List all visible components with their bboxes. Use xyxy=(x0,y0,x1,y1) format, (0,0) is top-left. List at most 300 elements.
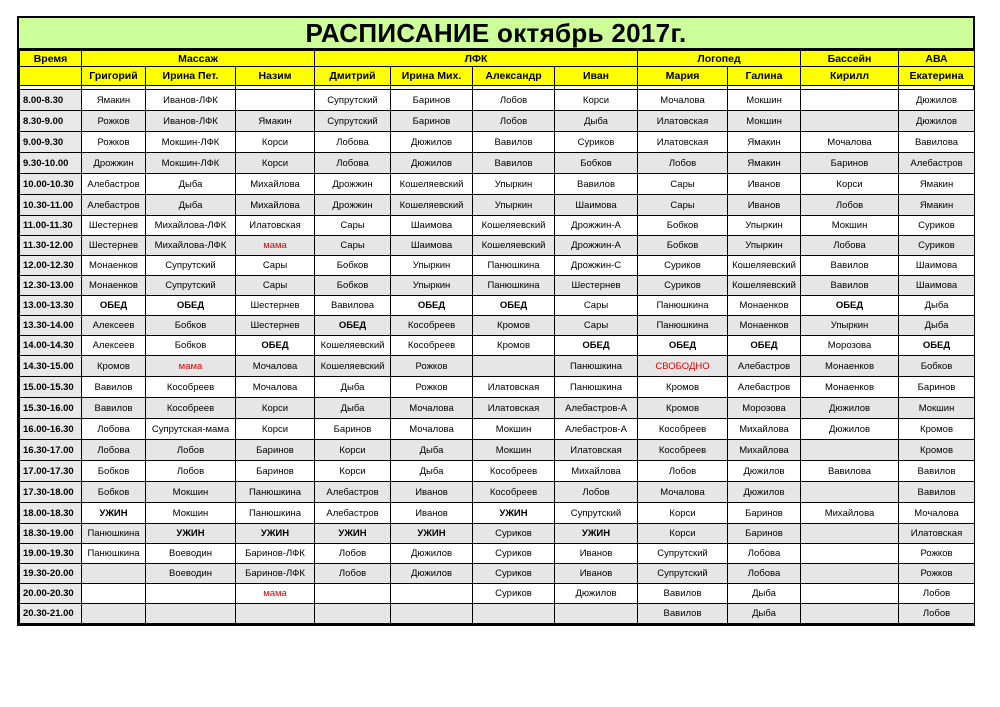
schedule-cell: Алексеев xyxy=(82,336,146,356)
schedule-cell: Кособреев xyxy=(473,482,555,503)
schedule-row xyxy=(20,336,975,356)
schedule-cell: Упыркин xyxy=(391,276,473,296)
schedule-cell: Супрутский xyxy=(146,276,236,296)
schedule-cell: Лобов xyxy=(473,90,555,111)
schedule-cell: Вавилова xyxy=(315,296,391,316)
schedule-cell: Корси xyxy=(315,440,391,461)
schedule-cell: Иванов-ЛФК xyxy=(146,90,236,111)
schedule-cell: Бобков xyxy=(315,276,391,296)
schedule-cell: Монаенков xyxy=(801,356,899,377)
specialist-header: Мария xyxy=(638,67,728,86)
schedule-cell: Лобов xyxy=(315,564,391,584)
schedule-cell: Ямакин xyxy=(899,174,975,195)
time-slot-cell: 8.00-8.30 xyxy=(20,90,82,111)
schedule-cell: Рожков xyxy=(82,111,146,132)
schedule-cell: Шестернев xyxy=(82,216,146,236)
specialist-header: Иван xyxy=(555,67,638,86)
schedule-cell: Илатовская xyxy=(555,440,638,461)
schedule-cell: Мокшин xyxy=(801,216,899,236)
schedule-cell: Алебастров xyxy=(728,377,801,398)
schedule-cell: Сары xyxy=(236,276,315,296)
schedule-cell: Кошеляевский xyxy=(391,174,473,195)
schedule-cell: Бобков xyxy=(146,316,236,336)
schedule-cell: Вавилов xyxy=(899,482,975,503)
schedule-cell: Бобков xyxy=(638,236,728,256)
schedule-cell: Шестернев xyxy=(236,316,315,336)
schedule-cell: Вавилов xyxy=(801,276,899,296)
schedule-cell: Сары xyxy=(555,316,638,336)
schedule-cell: Панюшкина xyxy=(236,482,315,503)
schedule-cell: Алебастров xyxy=(82,174,146,195)
specialist-header: Назим xyxy=(236,67,315,86)
schedule-cell: Супрутская-мама xyxy=(146,419,236,440)
schedule-cell: Иванов xyxy=(728,174,801,195)
schedule-cell: Кромов xyxy=(899,440,975,461)
schedule-cell: Иванов-ЛФК xyxy=(146,111,236,132)
schedule-cell: Бобков xyxy=(82,482,146,503)
time-slot-cell: 10.00-10.30 xyxy=(20,174,82,195)
schedule-cell: ОБЕД xyxy=(801,296,899,316)
schedule-cell: Кошеляевский xyxy=(315,336,391,356)
schedule-row xyxy=(20,111,975,132)
schedule-row xyxy=(20,132,975,153)
time-slot-cell: 17.30-18.00 xyxy=(20,482,82,503)
schedule-cell: Илатовская xyxy=(638,111,728,132)
schedule-cell xyxy=(801,544,899,564)
schedule-cell: мама xyxy=(236,236,315,256)
time-slot-cell: 18.00-18.30 xyxy=(20,503,82,524)
schedule-cell: Панюшкина xyxy=(638,296,728,316)
schedule-cell: Лобов xyxy=(473,111,555,132)
schedule-cell: Лобова xyxy=(82,440,146,461)
schedule-cell: Воеводин xyxy=(146,544,236,564)
schedule-cell: Суриков xyxy=(473,524,555,544)
schedule-cell: Вавилова xyxy=(899,132,975,153)
schedule-cell: Дыба xyxy=(728,604,801,624)
schedule-cell: Лобов xyxy=(899,584,975,604)
specialist-header: Екатерина xyxy=(899,67,975,86)
schedule-cell: Мокшин xyxy=(146,482,236,503)
schedule-cell: Баринов xyxy=(391,90,473,111)
group-header: АВА xyxy=(899,51,975,67)
schedule-row xyxy=(20,461,975,482)
schedule-cell xyxy=(236,604,315,624)
schedule-cell xyxy=(146,584,236,604)
schedule-cell: Шаимова xyxy=(899,256,975,276)
schedule-cell: Михайлова xyxy=(555,461,638,482)
time-slot-cell: 17.00-17.30 xyxy=(20,461,82,482)
time-slot-cell: 14.30-15.00 xyxy=(20,356,82,377)
schedule-cell: Корси xyxy=(236,132,315,153)
schedule-cell xyxy=(801,604,899,624)
schedule-cell: Илатовская xyxy=(899,524,975,544)
schedule-cell: Кособреев xyxy=(391,316,473,336)
schedule-row xyxy=(20,90,975,111)
schedule-row xyxy=(20,174,975,195)
schedule-cell: Сары xyxy=(315,236,391,256)
schedule-cell: мама xyxy=(236,584,315,604)
time-slot-cell: 20.00-20.30 xyxy=(20,584,82,604)
schedule-cell: Рожков xyxy=(391,356,473,377)
schedule-cell: Дюжилов xyxy=(391,544,473,564)
schedule-cell xyxy=(801,90,899,111)
schedule-cell: Рожков xyxy=(82,132,146,153)
schedule-row xyxy=(20,195,975,216)
schedule-cell: Баринов-ЛФК xyxy=(236,544,315,564)
schedule-cell: Монаенков xyxy=(801,377,899,398)
schedule-cell: Сары xyxy=(638,174,728,195)
schedule-cell: УЖИН xyxy=(82,503,146,524)
time-slot-cell: 9.00-9.30 xyxy=(20,132,82,153)
schedule-cell: Панюшкина xyxy=(82,544,146,564)
schedule-cell: СВОБОДНО xyxy=(638,356,728,377)
schedule-cell: Баринов xyxy=(728,503,801,524)
schedule-cell: ОБЕД xyxy=(473,296,555,316)
schedule-cell: Михайлова xyxy=(801,503,899,524)
schedule-cell: Корси xyxy=(315,461,391,482)
schedule-cell: Дрожжин-А xyxy=(555,236,638,256)
specialist-header: Ирина Пет. xyxy=(146,67,236,86)
schedule-cell: Монаенков xyxy=(728,316,801,336)
schedule-cell: Супрутский xyxy=(146,256,236,276)
schedule-cell xyxy=(315,584,391,604)
schedule-cell: Шестернев xyxy=(555,276,638,296)
schedule-cell: Шаимова xyxy=(391,216,473,236)
schedule-cell: ОБЕД xyxy=(638,336,728,356)
schedule-row xyxy=(20,276,975,296)
schedule-cell: Алебастров xyxy=(899,153,975,174)
time-slot-cell: 13.30-14.00 xyxy=(20,316,82,336)
schedule-row xyxy=(20,544,975,564)
schedule-cell: Дюжилов xyxy=(899,111,975,132)
schedule-cell: Шаимова xyxy=(391,236,473,256)
schedule-cell: Шаимова xyxy=(555,195,638,216)
schedule-cell: Кромов xyxy=(473,316,555,336)
schedule-row xyxy=(20,503,975,524)
schedule-row xyxy=(20,256,975,276)
schedule-cell xyxy=(473,604,555,624)
schedule-cell: УЖИН xyxy=(391,524,473,544)
schedule-cell: Вавилова xyxy=(801,461,899,482)
schedule-cell: Алебастров xyxy=(82,195,146,216)
schedule-cell: Шаимова xyxy=(899,276,975,296)
schedule-cell: Лобова xyxy=(315,153,391,174)
schedule-table xyxy=(19,50,975,624)
schedule-cell: Кособреев xyxy=(638,440,728,461)
schedule-cell: Суриков xyxy=(638,256,728,276)
schedule-cell: Баринов xyxy=(236,440,315,461)
schedule-row xyxy=(20,153,975,174)
schedule-cell: Бобков xyxy=(315,256,391,276)
corner-diagonal-cell xyxy=(20,67,82,86)
schedule-cell: Сары xyxy=(236,256,315,276)
schedule-cell: Кошеляевский xyxy=(728,276,801,296)
schedule-row xyxy=(20,584,975,604)
schedule-cell: Лобов xyxy=(315,544,391,564)
schedule-cell: Корси xyxy=(236,398,315,419)
schedule-cell: Мочалова xyxy=(801,132,899,153)
schedule-cell: Упыркин xyxy=(801,316,899,336)
schedule-cell: Алебастров xyxy=(315,503,391,524)
time-slot-cell: 11.00-11.30 xyxy=(20,216,82,236)
schedule-cell: Корси xyxy=(236,153,315,174)
group-header: Бассейн xyxy=(801,51,899,67)
schedule-cell xyxy=(391,584,473,604)
specialist-header: Галина xyxy=(728,67,801,86)
schedule-cell: Мокшин-ЛФК xyxy=(146,132,236,153)
schedule-cell: Мокшин xyxy=(728,90,801,111)
schedule-cell: Кромов xyxy=(638,398,728,419)
schedule-cell: Дюжилов xyxy=(391,153,473,174)
schedule-cell: УЖИН xyxy=(473,503,555,524)
schedule-row xyxy=(20,377,975,398)
schedule-cell: Лобова xyxy=(728,544,801,564)
schedule-row xyxy=(20,296,975,316)
schedule-cell: Ямакин xyxy=(236,111,315,132)
schedule-row xyxy=(20,356,975,377)
time-slot-cell: 19.30-20.00 xyxy=(20,564,82,584)
schedule-cell xyxy=(801,482,899,503)
schedule-cell: Баринов xyxy=(391,111,473,132)
schedule-cell: Упыркин xyxy=(728,236,801,256)
schedule-cell: Мокшин-ЛФК xyxy=(146,153,236,174)
time-slot-cell: 15.30-16.00 xyxy=(20,398,82,419)
schedule-cell: Дюжилов xyxy=(801,419,899,440)
schedule-cell: Корси xyxy=(801,174,899,195)
specialist-header: Григорий xyxy=(82,67,146,86)
schedule-cell: Суриков xyxy=(555,132,638,153)
schedule-cell: Корси xyxy=(638,503,728,524)
schedule-cell: Дыба xyxy=(555,111,638,132)
schedule-cell: Дыба xyxy=(899,316,975,336)
schedule-cell: Шестернев xyxy=(82,236,146,256)
schedule-cell: Алебастров xyxy=(728,356,801,377)
schedule-cell: Суриков xyxy=(638,276,728,296)
schedule-cell: Баринов xyxy=(728,524,801,544)
schedule-cell: Вавилов xyxy=(638,584,728,604)
schedule-cell: Дрожжин xyxy=(82,153,146,174)
time-slot-cell: 8.30-9.00 xyxy=(20,111,82,132)
schedule-cell: Иванов xyxy=(391,503,473,524)
time-column-header: Время xyxy=(20,51,82,67)
schedule-row xyxy=(20,604,975,624)
time-slot-cell: 16.30-17.00 xyxy=(20,440,82,461)
schedule-cell xyxy=(801,564,899,584)
schedule-cell: Кромов xyxy=(82,356,146,377)
schedule-cell: Алексеев xyxy=(82,316,146,336)
schedule-cell: Кошеляевский xyxy=(473,236,555,256)
header-groups-row xyxy=(20,51,975,67)
schedule-cell: Упыркин xyxy=(728,216,801,236)
schedule-cell: Мочалова xyxy=(638,90,728,111)
schedule-cell: Морозова xyxy=(728,398,801,419)
schedule-cell: Иванов xyxy=(728,195,801,216)
schedule-cell: Дюжилов xyxy=(391,132,473,153)
schedule-cell: Дрожжин-А xyxy=(555,216,638,236)
schedule-cell: Илатовская xyxy=(638,132,728,153)
schedule-cell: Вавилов xyxy=(82,398,146,419)
schedule-cell: ОБЕД xyxy=(82,296,146,316)
schedule-cell: Михайлова xyxy=(728,440,801,461)
schedule-cell: Супрутский xyxy=(555,503,638,524)
time-slot-cell: 19.00-19.30 xyxy=(20,544,82,564)
schedule-cell: Суриков xyxy=(473,584,555,604)
schedule-cell: Баринов xyxy=(315,419,391,440)
schedule-cell: Алебастров-А xyxy=(555,419,638,440)
schedule-cell: Дюжилов xyxy=(728,461,801,482)
schedule-cell: Рожков xyxy=(899,544,975,564)
schedule-title: РАСПИСАНИЕ октябрь 2017г. xyxy=(19,18,973,50)
schedule-cell: Дрожжин xyxy=(315,195,391,216)
schedule-cell: Монаенков xyxy=(82,276,146,296)
schedule-row xyxy=(20,524,975,544)
schedule-cell: Корси xyxy=(555,90,638,111)
time-slot-cell: 18.30-19.00 xyxy=(20,524,82,544)
header-specialists-row xyxy=(20,67,975,86)
schedule-row xyxy=(20,482,975,503)
schedule-cell: Дюжилов xyxy=(899,90,975,111)
schedule-cell: Лобов xyxy=(899,604,975,624)
specialist-header: Дмитрий xyxy=(315,67,391,86)
schedule-cell: Рожков xyxy=(899,564,975,584)
time-slot-cell: 15.00-15.30 xyxy=(20,377,82,398)
schedule-cell: Панюшкина xyxy=(638,316,728,336)
specialist-header: Ирина Мих. xyxy=(391,67,473,86)
schedule-cell xyxy=(82,604,146,624)
schedule-cell: Суриков xyxy=(899,216,975,236)
specialist-header: Александр xyxy=(473,67,555,86)
schedule-cell: Михайлова-ЛФК xyxy=(146,216,236,236)
time-slot-cell: 16.00-16.30 xyxy=(20,419,82,440)
schedule-cell: Панюшкина xyxy=(473,256,555,276)
schedule-cell: Кошеляевский xyxy=(391,195,473,216)
schedule-cell: Воеводин xyxy=(146,564,236,584)
schedule-cell: Дюжилов xyxy=(728,482,801,503)
schedule-cell: Сары xyxy=(555,296,638,316)
schedule-cell: Алебастров xyxy=(315,482,391,503)
schedule-cell: УЖИН xyxy=(555,524,638,544)
schedule-cell xyxy=(473,356,555,377)
schedule-cell: Вавилов xyxy=(555,174,638,195)
schedule-cell: Баринов xyxy=(236,461,315,482)
schedule-cell: Кособреев xyxy=(146,398,236,419)
schedule-cell xyxy=(391,604,473,624)
schedule-cell xyxy=(801,524,899,544)
schedule-cell: Баринов xyxy=(899,377,975,398)
schedule-cell: ОБЕД xyxy=(236,336,315,356)
schedule-cell: Суриков xyxy=(473,544,555,564)
schedule-cell: Михайлова xyxy=(236,174,315,195)
schedule-cell: Лобова xyxy=(728,564,801,584)
group-header: Логопед xyxy=(638,51,801,67)
schedule-cell: ОБЕД xyxy=(555,336,638,356)
time-slot-cell: 20.30-21.00 xyxy=(20,604,82,624)
schedule-cell: Вавилов xyxy=(82,377,146,398)
schedule-cell: Иванов xyxy=(391,482,473,503)
schedule-cell: Мочалова xyxy=(391,398,473,419)
schedule-cell: Баринов-ЛФК xyxy=(236,564,315,584)
schedule-cell: Лобов xyxy=(146,440,236,461)
schedule-cell: Илатовская xyxy=(236,216,315,236)
schedule-cell: Морозова xyxy=(801,336,899,356)
schedule-cell: Бобков xyxy=(555,153,638,174)
schedule-cell: Дрожжин-С xyxy=(555,256,638,276)
schedule-cell: Кошеляевский xyxy=(728,256,801,276)
schedule-cell: Илатовская xyxy=(473,377,555,398)
schedule-cell: Ямакин xyxy=(728,132,801,153)
time-slot-cell: 12.30-13.00 xyxy=(20,276,82,296)
schedule-cell xyxy=(82,564,146,584)
schedule-cell: Мокшин xyxy=(146,503,236,524)
schedule-cell: Упыркин xyxy=(473,174,555,195)
schedule-cell xyxy=(82,584,146,604)
schedule-cell: Иванов xyxy=(555,544,638,564)
schedule-cell: Монаенков xyxy=(728,296,801,316)
schedule-cell: Лобова xyxy=(82,419,146,440)
schedule-cell: Кособреев xyxy=(638,419,728,440)
schedule-cell xyxy=(236,90,315,111)
schedule-cell: Мочалова xyxy=(638,482,728,503)
schedule-cell: Михайлова-ЛФК xyxy=(146,236,236,256)
schedule-cell: Шестернев xyxy=(236,296,315,316)
schedule-cell: Алебастров-А xyxy=(555,398,638,419)
schedule-cell: Мочалова xyxy=(391,419,473,440)
group-header: ЛФК xyxy=(315,51,638,67)
schedule-cell: Мокшин xyxy=(899,398,975,419)
schedule-cell xyxy=(146,604,236,624)
schedule-row xyxy=(20,564,975,584)
schedule-cell: Ямакин xyxy=(728,153,801,174)
schedule-row xyxy=(20,419,975,440)
schedule-cell: Дыба xyxy=(899,296,975,316)
schedule-cell: Панюшкина xyxy=(82,524,146,544)
schedule-cell: Панюшкина xyxy=(473,276,555,296)
schedule-cell: Сары xyxy=(638,195,728,216)
schedule-cell: Монаенков xyxy=(82,256,146,276)
time-slot-cell: 12.00-12.30 xyxy=(20,256,82,276)
schedule-cell: Корси xyxy=(236,419,315,440)
schedule-cell: Рожков xyxy=(391,377,473,398)
schedule-cell: Баринов xyxy=(801,153,899,174)
schedule-cell: Супрутский xyxy=(315,111,391,132)
schedule-row xyxy=(20,216,975,236)
schedule-cell: Панюшкина xyxy=(236,503,315,524)
schedule-cell: Михайлова xyxy=(236,195,315,216)
schedule-cell: ОБЕД xyxy=(391,296,473,316)
schedule-cell: Кошеляевский xyxy=(473,216,555,236)
schedule-cell: Дыба xyxy=(146,174,236,195)
schedule-cell: Дыба xyxy=(728,584,801,604)
schedule-cell: Иванов xyxy=(555,564,638,584)
schedule-cell: Мокшин xyxy=(473,419,555,440)
schedule-cell: мама xyxy=(146,356,236,377)
schedule-cell: Супрутский xyxy=(315,90,391,111)
time-slot-cell: 10.30-11.00 xyxy=(20,195,82,216)
schedule-cell: Ямакин xyxy=(82,90,146,111)
specialist-header: Кирилл xyxy=(801,67,899,86)
schedule-cell: Суриков xyxy=(899,236,975,256)
schedule-cell: Кособреев xyxy=(146,377,236,398)
schedule-cell: Кромов xyxy=(473,336,555,356)
schedule-cell: ОБЕД xyxy=(146,296,236,316)
schedule-cell: Упыркин xyxy=(473,195,555,216)
schedule-sheet xyxy=(17,16,975,626)
schedule-cell: Дрожжин xyxy=(315,174,391,195)
schedule-cell: Вавилов xyxy=(473,132,555,153)
schedule-cell: Кромов xyxy=(899,419,975,440)
schedule-cell: Супрутский xyxy=(638,544,728,564)
schedule-cell: Михайлова xyxy=(728,419,801,440)
